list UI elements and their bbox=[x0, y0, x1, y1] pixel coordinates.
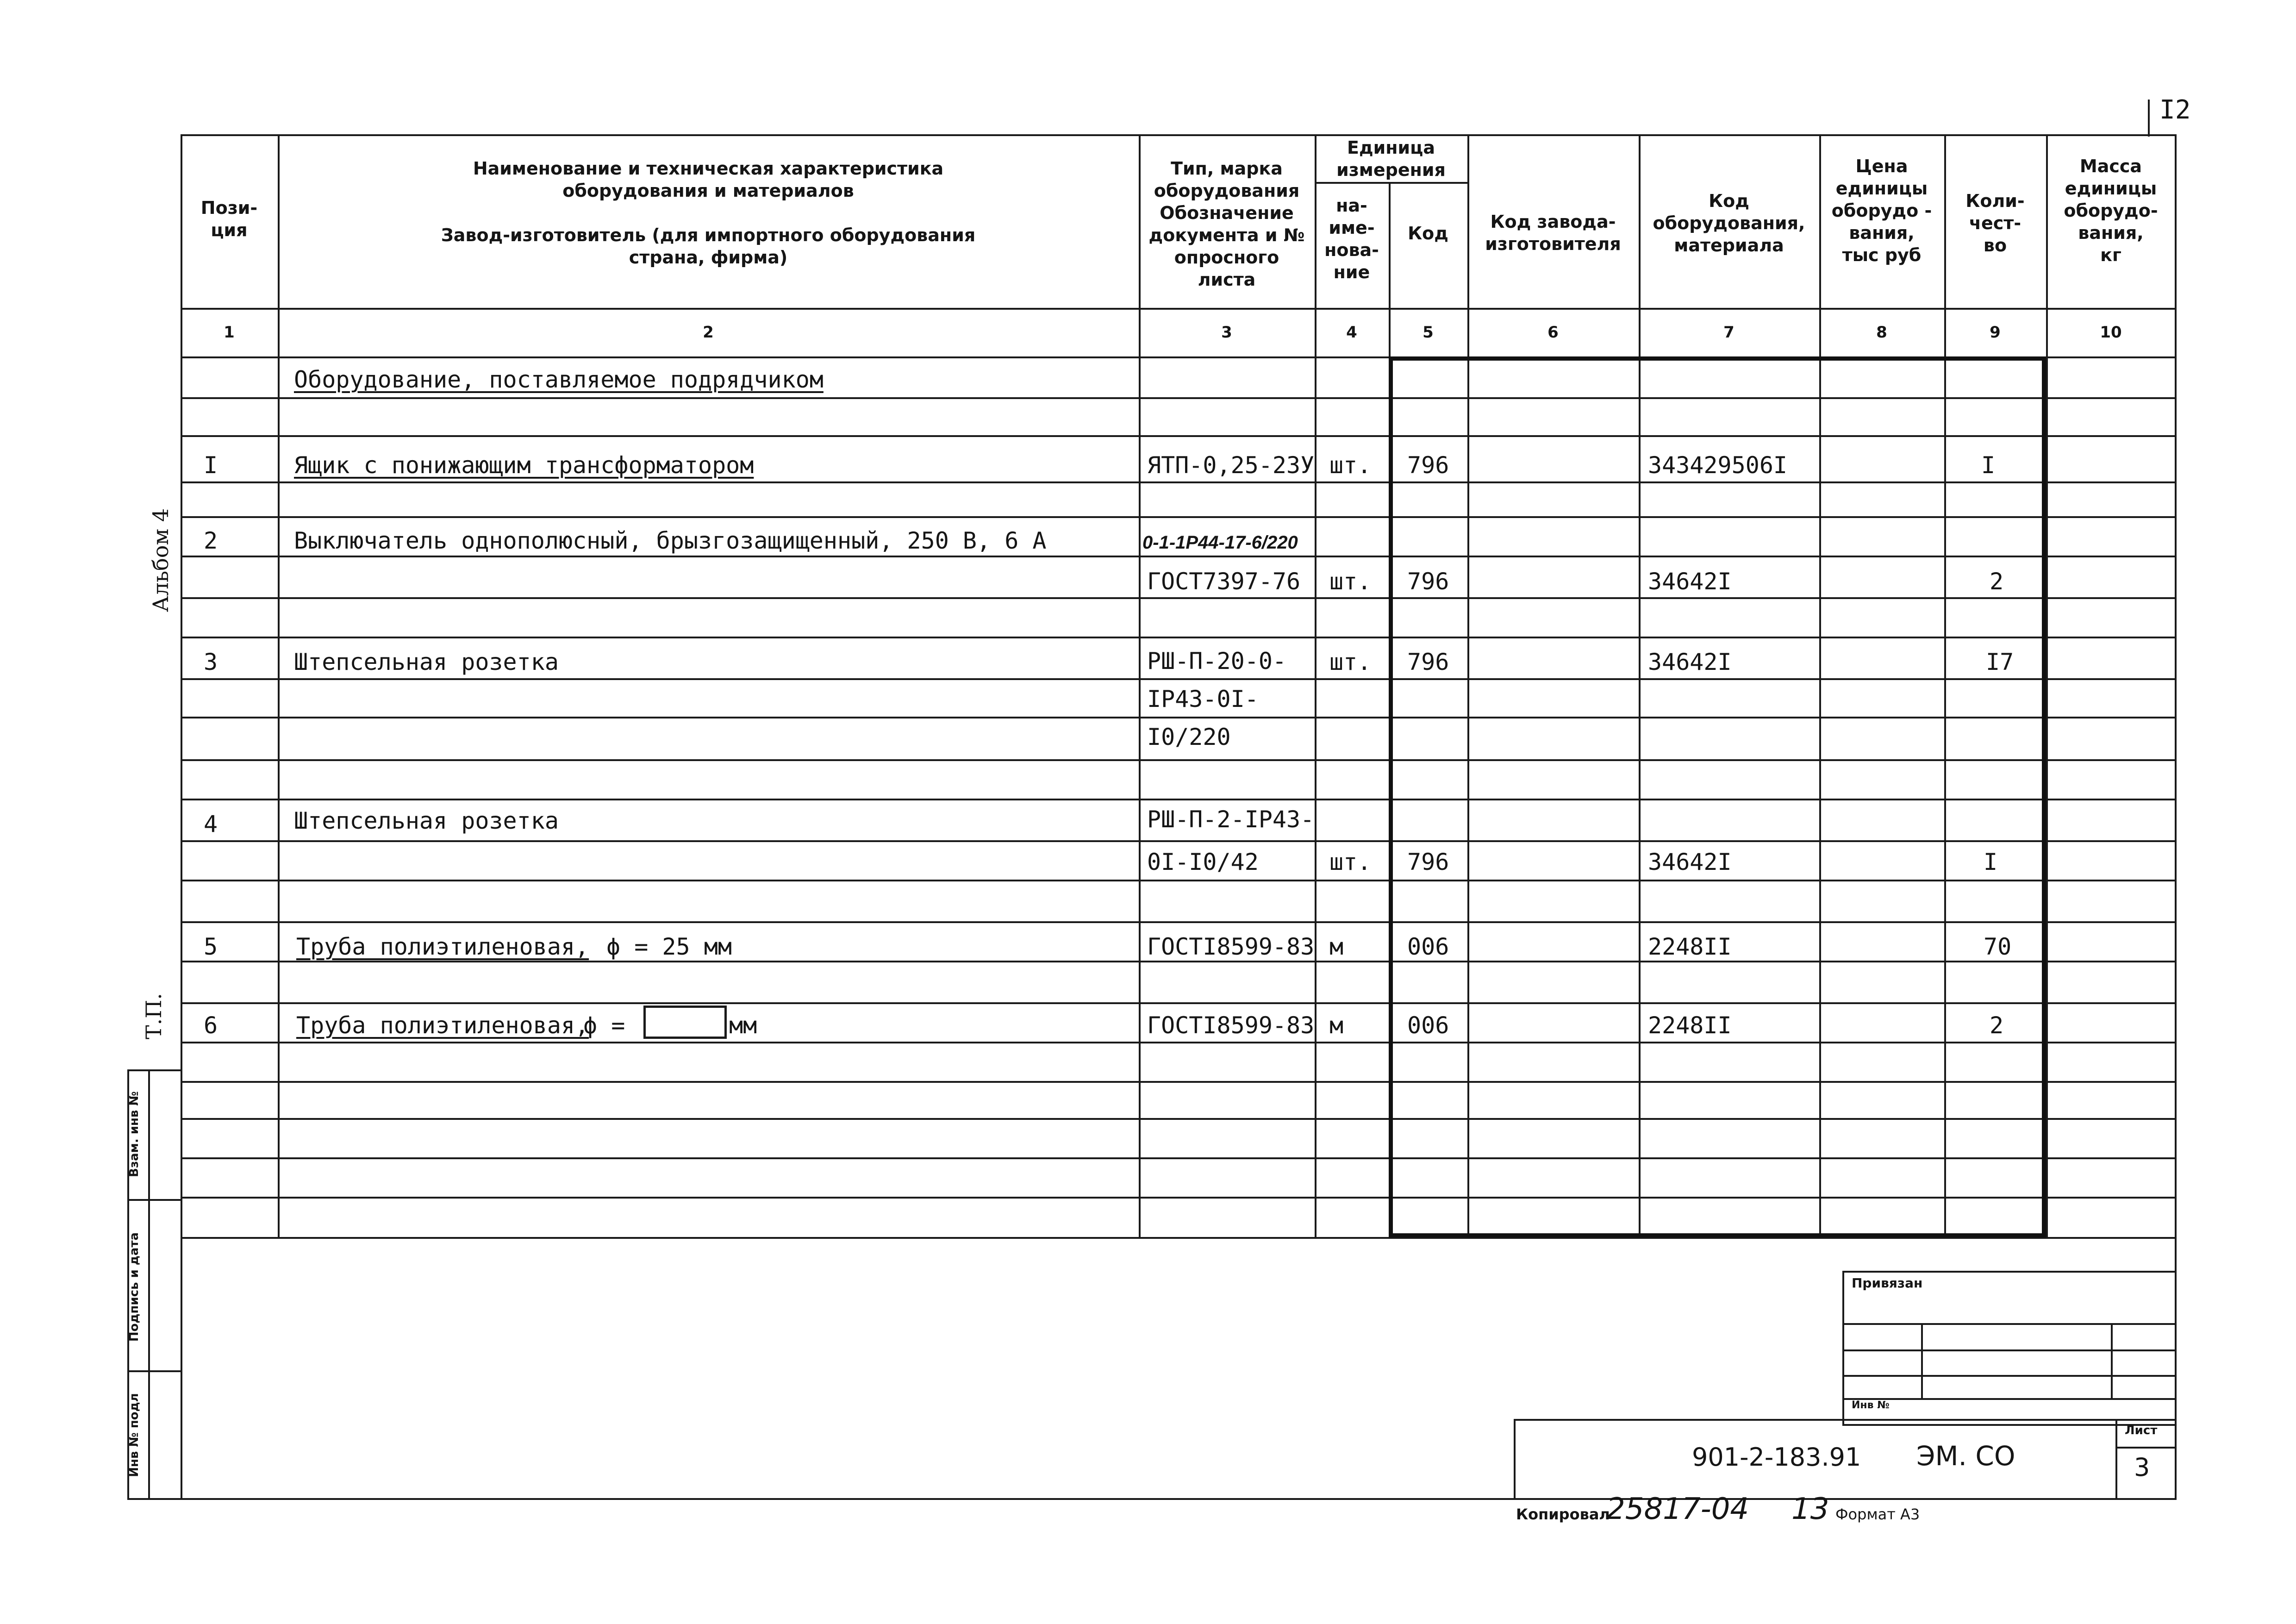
row4-type-line1: РШ-П-2-IP43- bbox=[1147, 806, 1315, 833]
row-line bbox=[181, 397, 2177, 399]
row6-type: ГОСТI8599-83 bbox=[1147, 1012, 1315, 1039]
row-line bbox=[181, 880, 2177, 881]
colnum-3: 3 bbox=[1221, 323, 1232, 342]
row4-unit: шт. bbox=[1329, 849, 1372, 875]
colnum-5: 5 bbox=[1423, 323, 1434, 342]
left-strip-div1 bbox=[127, 1199, 182, 1201]
row3-position: 3 bbox=[204, 649, 218, 675]
row-line bbox=[181, 481, 2177, 483]
doc-code: 901-2-183.91 bbox=[1692, 1443, 1861, 1472]
side-label-vzam: Взам. инв № bbox=[127, 1091, 141, 1177]
colnum-6: 6 bbox=[1547, 323, 1559, 342]
copied-label: Копировал bbox=[1516, 1505, 1610, 1523]
col-line bbox=[1819, 134, 1821, 1239]
row2-unit: шт. bbox=[1329, 568, 1372, 595]
inv-no-label: Инв № bbox=[1852, 1399, 1890, 1411]
row2-name: Выключатель однополюсный, брызгозащищенный, 250 В, 6 А bbox=[294, 527, 1047, 554]
row5-position: 5 bbox=[204, 933, 218, 960]
row-line bbox=[181, 1081, 2177, 1083]
row-line bbox=[181, 961, 2177, 962]
row6-material-code: 2248II bbox=[1648, 1012, 1732, 1039]
bold-frame-right bbox=[2042, 356, 2046, 1237]
doc-mark: ЭМ. СО bbox=[1916, 1440, 2015, 1472]
row3-unit: шт. bbox=[1329, 649, 1372, 675]
privyazan-line4 bbox=[1842, 1398, 2177, 1400]
colnum-9: 9 bbox=[1990, 323, 2001, 342]
header-unit-code: Код bbox=[1408, 223, 1448, 244]
copied-number: 25817-04 bbox=[1606, 1492, 1749, 1526]
row4-code: 796 bbox=[1407, 849, 1449, 875]
header-unit-name: на- име- нова- ние bbox=[1324, 195, 1379, 282]
row5-name: Труба полиэтиленовая, bbox=[296, 933, 589, 960]
row6-position: 6 bbox=[204, 1012, 218, 1039]
corner-mark bbox=[2148, 100, 2150, 137]
row1-code: 796 bbox=[1407, 452, 1449, 479]
row2-quantity: 2 bbox=[1990, 568, 2004, 595]
header-unit-group: Единица измерения bbox=[1336, 137, 1446, 180]
colnum-7: 7 bbox=[1723, 323, 1734, 342]
sheet-number: 13 bbox=[1791, 1492, 1829, 1526]
row5-diameter: ϕ = 25 мм bbox=[606, 933, 732, 960]
row-line bbox=[181, 1157, 2177, 1159]
left-strip-inner bbox=[148, 1069, 150, 1500]
row3-name: Штепсельная розетка bbox=[294, 649, 559, 675]
row-line bbox=[181, 799, 2177, 800]
col-line bbox=[1139, 134, 1141, 1239]
row6-name: Труба полиэтиленовая, bbox=[296, 1012, 589, 1039]
col-line bbox=[1639, 134, 1641, 1239]
col-line bbox=[278, 134, 280, 1239]
row-line bbox=[181, 1118, 2177, 1120]
col-line bbox=[2046, 134, 2048, 1239]
row-line bbox=[181, 516, 2177, 518]
row5-material-code: 2248II bbox=[1648, 933, 1732, 960]
side-label-tp: Т.П. bbox=[141, 993, 166, 1040]
header-bottom-line bbox=[181, 308, 2177, 310]
bold-frame-top bbox=[1389, 356, 2046, 361]
colnum-1: 1 bbox=[224, 323, 235, 342]
header-type: Тип, марка оборудования Обозначение документа и № опросного листа bbox=[1148, 158, 1305, 290]
bold-frame-left bbox=[1389, 356, 1393, 1237]
row-line bbox=[181, 759, 2177, 761]
row6-unit-mm: мм bbox=[729, 1012, 757, 1039]
bold-frame-bottom bbox=[1389, 1233, 2046, 1237]
section-title: Оборудование, поставляемое подрядчиком bbox=[294, 366, 824, 393]
privyazan-vline2 bbox=[2111, 1323, 2113, 1398]
row1-quantity: I bbox=[1981, 452, 1996, 479]
header-quantity: Коли- чест- во bbox=[1965, 191, 2025, 256]
privyazan-line3 bbox=[1842, 1375, 2177, 1377]
row2-type: ГОСТ7397-76 bbox=[1147, 568, 1301, 595]
privyazan-line1 bbox=[1842, 1323, 2177, 1325]
row1-material-code: 343429506I bbox=[1648, 452, 1788, 479]
row5-type: ГОСТI8599-83 bbox=[1147, 933, 1315, 960]
row6-diameter: ϕ = bbox=[583, 1012, 625, 1039]
colnum-2: 2 bbox=[703, 323, 714, 342]
row3-quantity: I7 bbox=[1986, 649, 2014, 675]
col-line bbox=[1315, 134, 1316, 1239]
colnum-8: 8 bbox=[1876, 323, 1887, 342]
row3-type-line2: IP43-0I- bbox=[1147, 686, 1259, 712]
privyazan-line2 bbox=[1842, 1349, 2177, 1351]
row6-quantity: 2 bbox=[1990, 1012, 2004, 1039]
row-line bbox=[181, 717, 2177, 718]
row5-unit: м bbox=[1329, 933, 1344, 960]
frame-left-lower bbox=[181, 1199, 182, 1500]
col-line bbox=[1944, 134, 1946, 1239]
row3-code: 796 bbox=[1407, 649, 1449, 675]
row-line bbox=[181, 840, 2177, 842]
header-material-code: Код оборудования, материала bbox=[1653, 191, 1805, 256]
list-label: Лист bbox=[2125, 1424, 2158, 1437]
header-manufacturer: Завод-изготовитель (для импортного оборудования страна, фирма) bbox=[441, 225, 976, 268]
privyazan-label: Привязан bbox=[1852, 1275, 1923, 1291]
row-line bbox=[181, 921, 2177, 923]
row1-unit: шт. bbox=[1329, 452, 1372, 479]
side-label-inv-podl: Инв № подл bbox=[127, 1393, 141, 1477]
row-line bbox=[181, 435, 2177, 437]
row6-unit: м bbox=[1329, 1012, 1344, 1039]
row5-code: 006 bbox=[1407, 933, 1449, 960]
row4-material-code: 34642I bbox=[1648, 849, 1732, 875]
row-line bbox=[181, 597, 2177, 599]
row6-diameter-blank-box bbox=[643, 1006, 727, 1039]
col-line bbox=[1467, 134, 1469, 1239]
unit-group-line bbox=[1316, 182, 1468, 184]
row2-material-code: 34642I bbox=[1648, 568, 1732, 595]
row5-quantity: 70 bbox=[1984, 933, 2012, 960]
row1-type: ЯТП-0,25-23У bbox=[1147, 452, 1315, 479]
row2-code: 796 bbox=[1407, 568, 1449, 595]
row-line bbox=[181, 678, 2177, 680]
row3-material-code: 34642I bbox=[1648, 649, 1732, 675]
colnum-4: 4 bbox=[1346, 323, 1357, 342]
row4-name: Штепсельная розетка bbox=[294, 807, 559, 834]
header-factory-code: Код завода- изготовителя bbox=[1485, 212, 1621, 254]
row-line bbox=[181, 1197, 2177, 1199]
title-block-divider bbox=[2115, 1419, 2117, 1500]
row6-code: 006 bbox=[1407, 1012, 1449, 1039]
row2-type-handwritten: 0-1-1Р44-17-6/220 bbox=[1142, 532, 1298, 553]
list-number: 3 bbox=[2134, 1453, 2150, 1482]
row3-type-line3: I0/220 bbox=[1147, 724, 1231, 750]
row4-quantity: I bbox=[1984, 849, 1998, 875]
header-position: Пози- ция bbox=[200, 198, 258, 240]
sheet-corner-number: I2 bbox=[2159, 95, 2191, 125]
row4-position: 4 bbox=[204, 811, 218, 837]
frame-left bbox=[181, 134, 182, 1239]
row-line bbox=[181, 637, 2177, 638]
side-label-podpis: Подпись и дата bbox=[127, 1232, 141, 1342]
format-label: Формат А3 bbox=[1835, 1505, 1920, 1523]
row-line bbox=[181, 1042, 2177, 1043]
row1-position: I bbox=[204, 452, 218, 479]
colnum-10: 10 bbox=[2100, 323, 2122, 342]
row2-position: 2 bbox=[204, 527, 218, 554]
frame-top bbox=[181, 134, 2177, 136]
row-line bbox=[181, 1002, 2177, 1004]
header-mass: Масса единицы оборудо- вания, кг bbox=[2064, 156, 2158, 265]
row1-name: Ящик с понижающим трансформатором bbox=[294, 452, 754, 479]
row4-type-line2: 0I-I0/42 bbox=[1147, 849, 1259, 875]
side-label-album: Альбом 4 bbox=[148, 508, 173, 612]
list-divider bbox=[2115, 1447, 2177, 1449]
privyazan-box bbox=[1842, 1271, 2177, 1426]
header-price: Цена единицы оборудо - вания, тыс руб bbox=[1831, 156, 1932, 265]
header-name: Наименование и техническая характеристика оборудования и материалов bbox=[473, 158, 944, 201]
row3-type-line1: РШ-П-20-0- bbox=[1147, 648, 1287, 675]
privyazan-vline1 bbox=[1921, 1323, 1923, 1398]
